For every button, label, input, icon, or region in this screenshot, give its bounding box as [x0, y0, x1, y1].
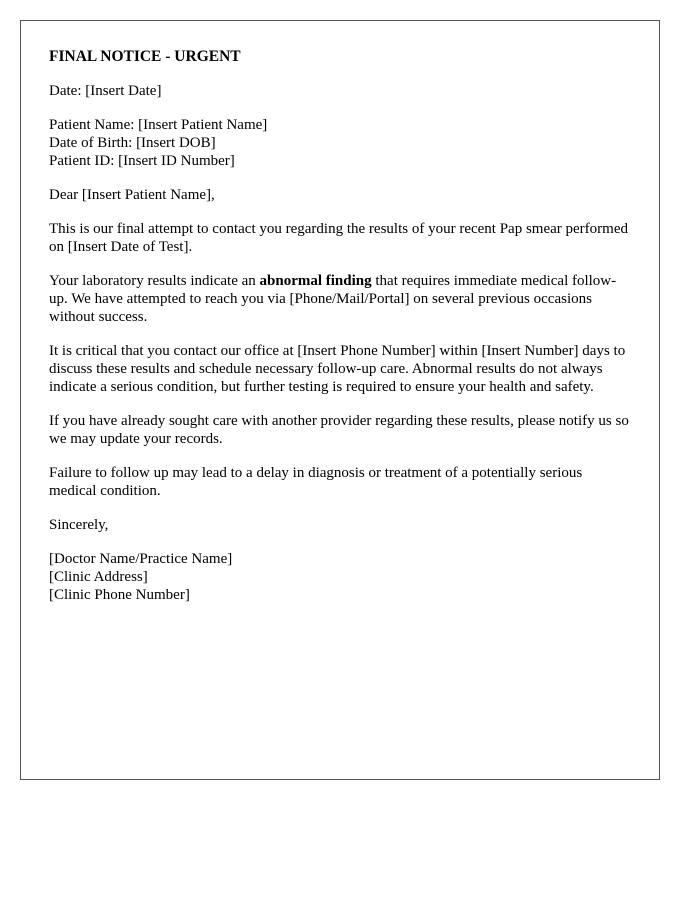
paragraph-other-provider: If you have already sought care with another provider regarding these results, please notify us so we may update your records.: [49, 413, 629, 447]
salutation: Dear [Insert Patient Name],: [49, 187, 215, 203]
paragraph-abnormal-finding: [49, 272, 631, 326]
signature-address: [Clinic Address]: [49, 569, 148, 585]
letter-title: FINAL NOTICE - URGENT: [49, 48, 241, 65]
paragraph-abnormal-after: that requires immediate medical follow-up. We have attempted to reach you via [Phone/Mail/Portal] on several previous occasions without success.: [49, 273, 617, 325]
patient-info: [49, 116, 631, 170]
closing: Sincerely,: [49, 517, 109, 533]
signature-block: [49, 550, 631, 604]
paragraph-abnormal-before: Your laboratory results indicate an: [49, 273, 260, 289]
paragraph-final-attempt: This is our final attempt to contact you regarding the results of your recent Pap smear performed on [Insert Date of Test].: [49, 221, 628, 255]
signature-name: [Doctor Name/Practice Name]: [49, 551, 233, 567]
date-line: Date: [Insert Date]: [49, 83, 162, 99]
patient-name-line: Patient Name: [Insert Patient Name]: [49, 117, 268, 133]
signature-phone: [Clinic Phone Number]: [49, 587, 190, 603]
abnormal-finding-emphasis: abnormal finding: [259, 273, 372, 289]
patient-dob-line: Date of Birth: [Insert DOB]: [49, 135, 216, 151]
patient-id-line: Patient ID: [Insert ID Number]: [49, 153, 235, 169]
letter-document: [20, 20, 660, 780]
paragraph-failure-warning: Failure to follow up may lead to a delay in diagnosis or treatment of a potentially serious medical condition.: [49, 465, 583, 499]
paragraph-contact-office: It is critical that you contact our office at [Insert Phone Number] within [Insert Number] days to discuss these results and schedule necessary follow-up care. Abnormal results do not always indicate a serious condition, but further testing is required to ensure your health and safety.: [49, 343, 626, 395]
